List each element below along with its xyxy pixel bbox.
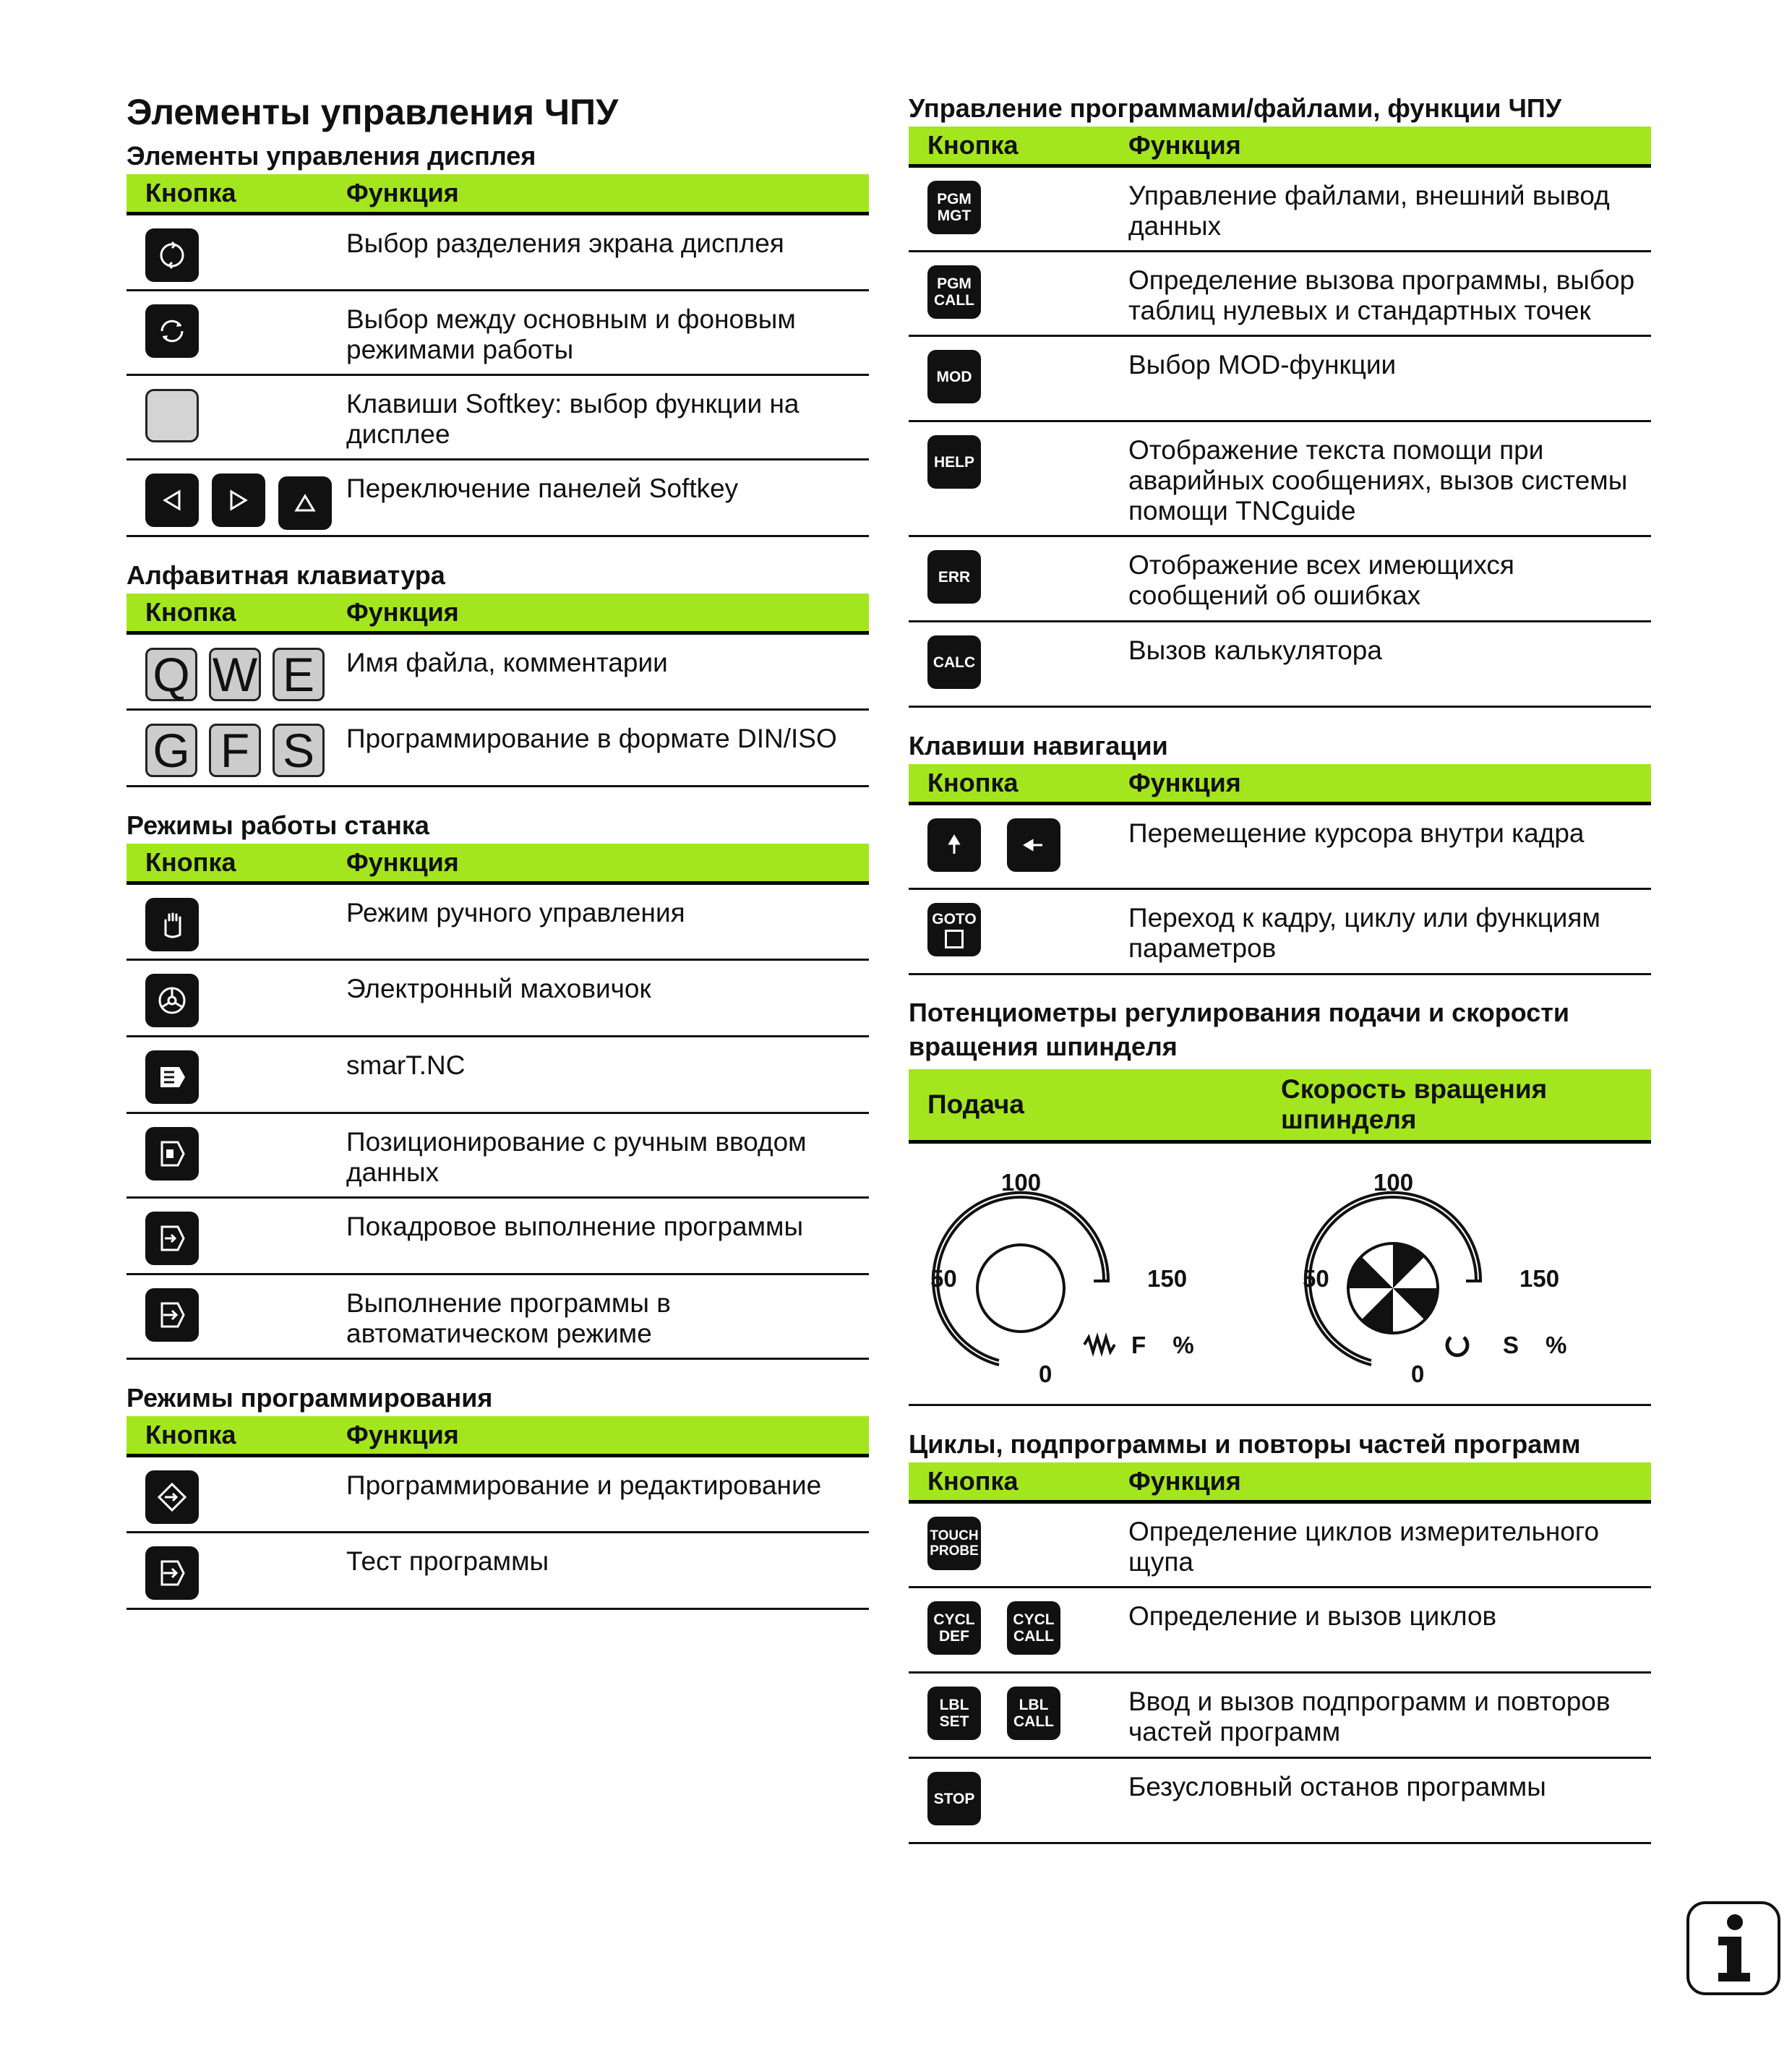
screen-layout-icon[interactable] [145,228,199,282]
function-text: Безусловный останов программы [1128,1758,1651,1843]
key-w[interactable]: W [209,648,261,701]
touch-probe-button[interactable]: TOUCH PROBE [927,1517,981,1570]
feed-unit-label: F % [1131,1332,1204,1358]
spindle-label-100: 100 [1373,1169,1414,1196]
table-row [909,252,1651,336]
stop-button[interactable]: STOP [927,1772,981,1825]
col-header-key: Кнопка [909,1462,1128,1502]
table-navigation [909,764,1651,975]
feed-label-0: 0 [1039,1361,1053,1387]
table-row [909,622,1651,707]
key-q[interactable]: Q [145,648,197,701]
table-display-controls [127,174,869,537]
col-header-function: Функция [346,174,869,214]
table-cycles [909,1462,1651,1844]
key-s[interactable]: S [273,724,325,777]
table-row [127,375,869,460]
col-header-function: Функция [1128,764,1651,804]
table-row [909,536,1651,622]
pgm-mgt-button[interactable]: PGM MGT [927,181,981,234]
arrow-up-icon[interactable] [927,818,981,872]
potentiometer-header [909,1069,1651,1144]
left-column [127,90,869,1630]
col-header-key: Кнопка [127,1416,346,1456]
col-header-function: Функция [1128,1462,1651,1502]
section-title-machine-modes: Режимы работы станка [127,810,429,840]
function-text: Выбор MOD-функции [1128,336,1651,421]
table-row [127,460,869,536]
pgm-call-button[interactable]: PGM CALL [927,265,981,319]
section-title-programming-modes: Режимы программирования [127,1383,493,1413]
program-edit-icon[interactable] [145,1470,199,1524]
col-header-key: Кнопка [909,127,1128,166]
table-row [127,1198,869,1274]
table-row [909,166,1651,252]
col-header-key: Кнопка [909,764,1128,804]
function-text: Управление файлами, внешний вывод данных [1128,166,1651,252]
spindle-label-50: 50 [1303,1265,1329,1292]
col-header-feed: Подача [927,1089,1024,1119]
table-row [909,336,1651,421]
section-title-potentiometers: Потенциометры регулирования подачи и скорости вращения шпинделя [909,998,1570,1061]
section-title-program-management: Управление программами/файлами, функции ЧПУ [909,93,1562,123]
table-row [127,960,869,1037]
hand-icon[interactable] [145,898,199,951]
function-text: Выбор между основным и фоновым режимами работы [346,291,869,375]
function-text: Выполнение программы в автоматическом режиме [346,1274,869,1359]
spindle-override-dial[interactable] [1306,1193,1480,1365]
function-text: Позиционирование с ручным вводом данных [346,1113,869,1198]
function-text: Определение вызова программы, выбор таблиц нулевых и стандартных точек [1128,252,1651,336]
single-block-icon[interactable] [145,1212,199,1265]
function-text: Ввод и вызов подпрограмм и повторов частей программ [1128,1673,1651,1758]
page-title: Элементы управления ЧПУ [127,92,619,132]
smartnc-icon[interactable] [145,1050,199,1104]
function-text: Покадровое выполнение программы [346,1198,869,1274]
table-row [909,889,1651,974]
lbl-call-button[interactable]: LBL CALL [1007,1687,1060,1740]
key-e[interactable]: E [273,648,325,701]
info-icon [1686,1901,1780,1995]
table-row [127,1274,869,1359]
mode-switch-icon[interactable] [145,304,199,358]
goto-button[interactable]: GOTO [927,903,981,956]
test-run-icon[interactable] [145,1546,199,1600]
table-row [127,1456,869,1533]
table-row [127,1533,869,1609]
feed-label-150: 150 [1147,1265,1188,1292]
spindle-unit-label: S % [1503,1332,1577,1358]
section-title-alpha: Алфавитная клавиатура [127,560,445,590]
function-text: Переключение панелей Softkey [346,460,869,536]
table-row [127,214,869,291]
softkey-prev-icon[interactable] [145,474,199,527]
potentiometer-panel [909,1144,1651,1406]
table-row [909,804,1651,889]
mod-button[interactable]: MOD [927,350,981,403]
spindle-label-0: 0 [1411,1361,1425,1387]
function-text: Отображение текста помощи при аварийных сообщениях, вызов системы помощи TNCguide [1128,421,1651,536]
spindle-label-150: 150 [1519,1265,1560,1292]
col-header-function: Функция [1128,127,1651,166]
col-header-spindle: Скорость вращения шпинделя [1281,1074,1548,1134]
table-row [909,1673,1651,1758]
function-text: Определение и вызов циклов [1128,1588,1651,1673]
function-text: smarT.NC [346,1037,869,1113]
err-button[interactable]: ERR [927,550,981,604]
mdi-icon[interactable] [145,1127,199,1181]
table-row [127,633,869,710]
table-programming-modes [127,1416,869,1610]
function-text: Электронный маховичок [346,960,869,1037]
lbl-set-button[interactable]: LBL SET [927,1687,981,1740]
help-button[interactable]: HELP [927,435,981,489]
function-text: Клавиши Softkey: выбор функции на дисплее [346,375,869,460]
function-text: Имя файла, комментарии [346,633,869,710]
table-row [909,1588,1651,1673]
table-row [127,883,869,960]
function-text: Программирование и редактирование [346,1456,869,1533]
col-header-function: Функция [346,844,869,883]
info-glyph-icon [1708,1912,1759,1984]
function-text: Отображение всех имеющихся сообщений об ошибках [1128,536,1651,622]
cycl-call-button[interactable]: CYCL CALL [1007,1601,1060,1655]
auto-run-icon[interactable] [145,1288,199,1342]
section-title-navigation: Клавиши навигации [909,731,1168,760]
function-text: Переход к кадру, циклу или функциям параметров [1128,889,1651,974]
function-text: Тест программы [346,1533,869,1609]
function-text: Программирование в формате DIN/ISO [346,710,869,787]
softkey-up-icon[interactable] [278,476,332,530]
arrow-left-icon[interactable] [1007,818,1060,872]
function-text: Перемещение курсора внутри кадра [1128,804,1651,889]
col-header-function: Функция [346,1416,869,1456]
softkey-icon[interactable] [145,389,199,442]
section-title-display: Элементы управления дисплея [127,141,536,171]
table-machine-modes [127,844,869,1360]
function-text: Вызов калькулятора [1128,622,1651,707]
feed-label-50: 50 [930,1265,957,1292]
right-column [909,90,1651,1864]
table-row [127,291,869,375]
cycl-def-button[interactable]: CYCL DEF [927,1601,981,1655]
table-row [127,1113,869,1198]
col-header-function: Функция [346,594,869,633]
function-text: Определение циклов измерительного щупа [1128,1502,1651,1588]
goto-square-icon [945,930,964,948]
table-row [909,1758,1651,1843]
key-f[interactable]: F [209,724,261,777]
table-alpha-keyboard [127,594,869,787]
feed-override-dial[interactable] [933,1193,1115,1365]
key-g[interactable]: G [145,724,197,777]
col-header-key: Кнопка [127,594,346,633]
function-text: Выбор разделения экрана дисплея [346,214,869,291]
function-text: Режим ручного управления [346,883,869,960]
table-row [127,710,869,787]
softkey-next-icon[interactable] [212,474,265,527]
table-row [909,421,1651,536]
handwheel-icon[interactable] [145,974,199,1027]
calc-button[interactable]: CALC [927,635,981,689]
col-header-key: Кнопка [127,174,346,214]
table-program-management [909,127,1651,708]
table-row [127,1037,869,1113]
feed-label-100: 100 [1001,1169,1042,1196]
section-title-cycles: Циклы, подпрограммы и повторы частей программ [909,1429,1581,1459]
col-header-key: Кнопка [127,844,346,883]
table-row [909,1502,1651,1588]
